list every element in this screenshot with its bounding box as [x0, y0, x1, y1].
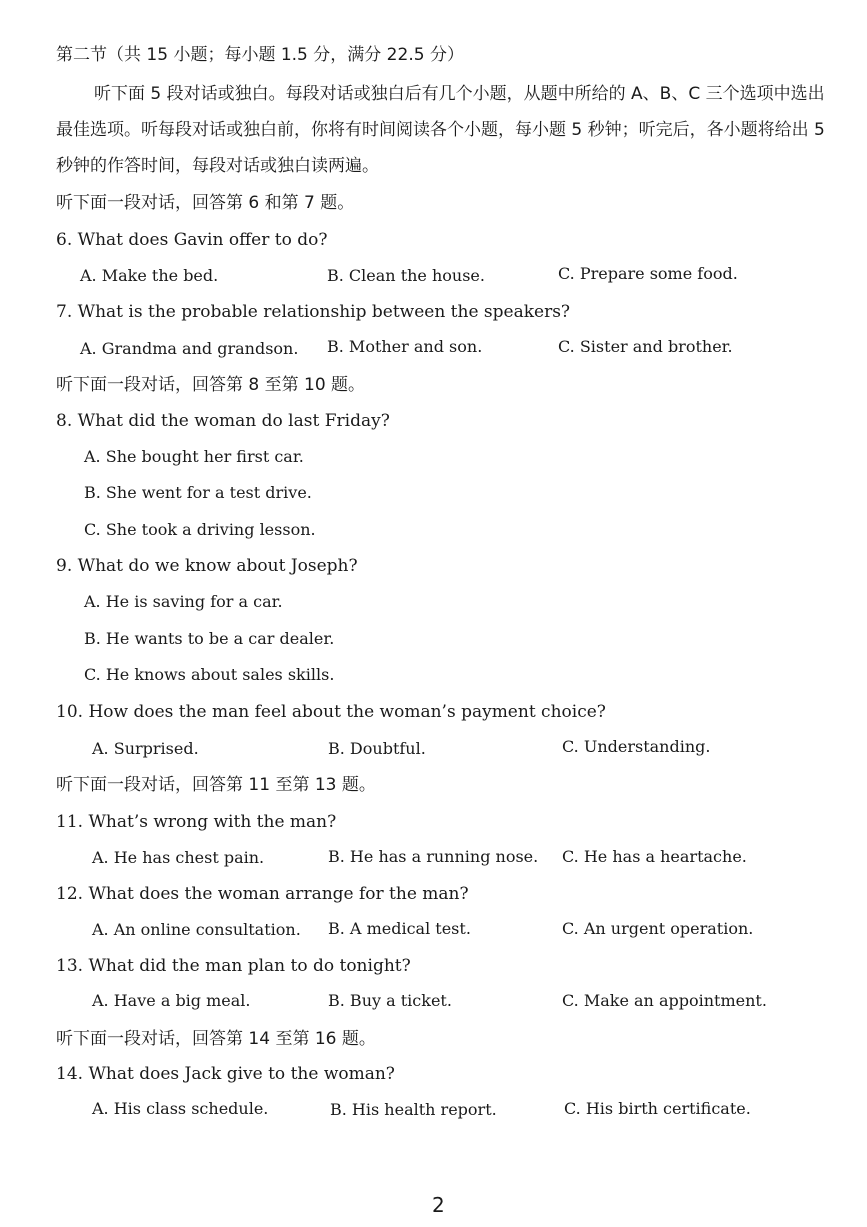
option-b: B. He has a running nose.	[328, 847, 539, 866]
option-b: B. She went for a test drive.	[84, 483, 312, 502]
option-a: A. She bought her first car.	[84, 447, 304, 466]
option-a: A. He has chest pain.	[92, 848, 265, 867]
option-a: A. He is saving for a car.	[84, 592, 283, 611]
section-title: 第二节（共 15 小题；每小题 1.5 分，满分 22.5 分）	[56, 45, 464, 65]
option-c: C. Sister and brother.	[558, 337, 733, 356]
option-c: C. He knows about sales skills.	[84, 665, 335, 684]
instructions: 听下面 5 段对话或独白。每段对话或独白后有几个小题，从题中所给的 A、B、C 三个选项中选出最佳选项。听每段对话或独白前，你将有时间阅读各个小题，每小题 5 秒钟；听完后，各小题将给出 5 秒钟的作答时间，每段对话或独白读两遍。	[56, 84, 825, 176]
question-stem: 13. What did the man plan to do tonight?	[56, 956, 411, 976]
page-number: 2	[432, 1193, 445, 1217]
option-b: B. Clean the house.	[327, 266, 485, 285]
option-c: C. An urgent operation.	[562, 919, 754, 938]
option-b: B. His health report.	[330, 1100, 497, 1119]
group-heading: 听下面一段对话，回答第 11 至第 13 题。	[56, 775, 376, 795]
question-stem: 7. What is the probable relationship between the speakers?	[56, 302, 571, 322]
group-heading: 听下面一段对话，回答第 6 和第 7 题。	[56, 193, 355, 213]
option-b: B. He wants to be a car dealer.	[84, 629, 335, 648]
option-a: A. Surprised.	[92, 739, 199, 758]
option-b: B. Mother and son.	[327, 337, 483, 356]
option-a: A. An online consultation.	[92, 920, 301, 939]
question-stem: 10. How does the man feel about the woman’s payment choice?	[56, 702, 606, 722]
option-c: C. His birth certificate.	[564, 1099, 751, 1118]
group-heading: 听下面一段对话，回答第 8 至第 10 题。	[56, 375, 366, 395]
option-a: A. Make the bed.	[80, 266, 219, 285]
option-c: C. She took a driving lesson.	[84, 520, 316, 539]
question-stem: 8. What did the woman do last Friday?	[56, 411, 390, 431]
option-a: A. His class schedule.	[92, 1099, 269, 1118]
option-c: C. Prepare some food.	[558, 264, 738, 283]
group-heading: 听下面一段对话，回答第 14 至第 16 题。	[56, 1029, 376, 1049]
option-c: C. He has a heartache.	[562, 847, 747, 866]
option-c: C. Make an appointment.	[562, 991, 767, 1010]
question-stem: 6. What does Gavin offer to do?	[56, 230, 328, 250]
question-stem: 11. What’s wrong with the man?	[56, 812, 337, 832]
option-b: B. A medical test.	[328, 919, 471, 938]
option-a: A. Have a big meal.	[92, 991, 251, 1010]
question-stem: 12. What does the woman arrange for the man?	[56, 884, 469, 904]
option-c: C. Understanding.	[562, 737, 711, 756]
question-stem: 9. What do we know about Joseph?	[56, 556, 358, 576]
option-b: B. Doubtful.	[328, 739, 426, 758]
option-b: B. Buy a ticket.	[328, 991, 452, 1010]
question-stem: 14. What does Jack give to the woman?	[56, 1064, 395, 1084]
option-a: A. Grandma and grandson.	[80, 339, 299, 358]
